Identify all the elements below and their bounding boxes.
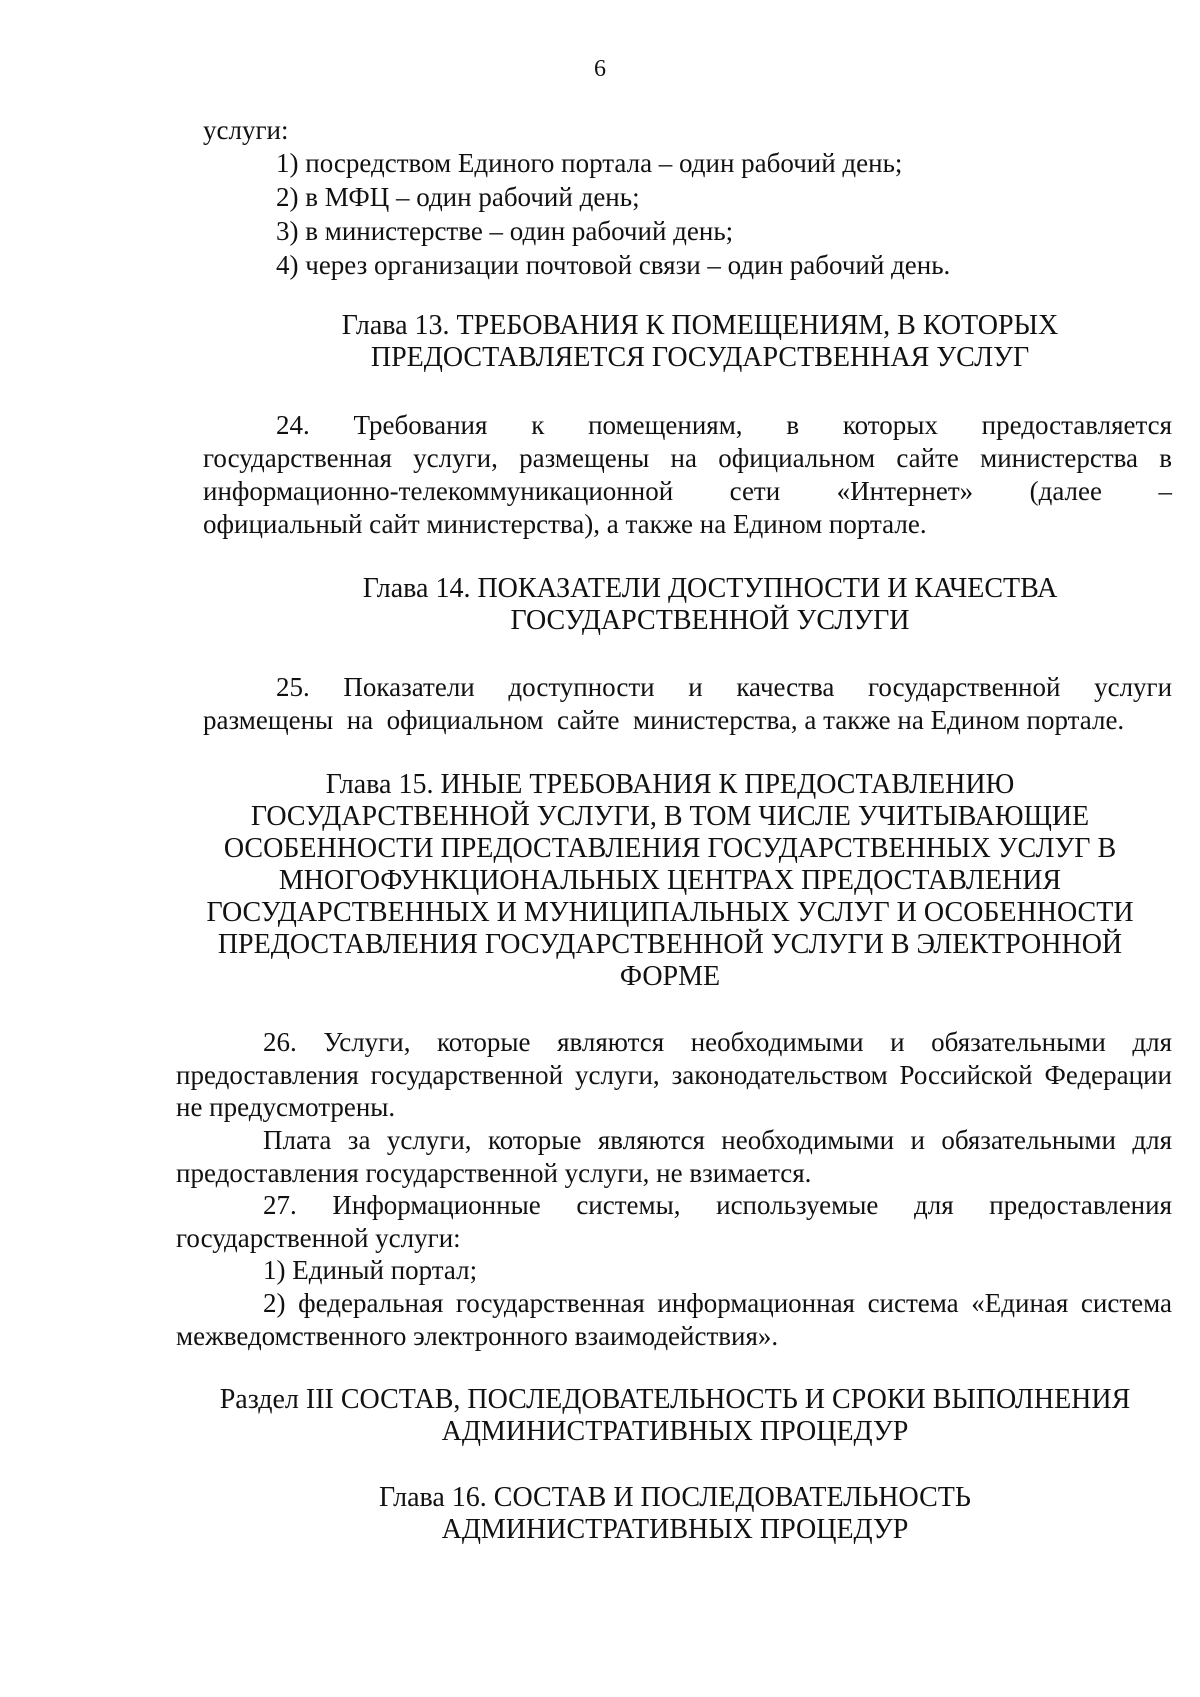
paragraph-24-line-1: 24. Требования к помещениям, в которых предоставляется	[276, 410, 1173, 440]
paragraph-25-line-2: размещены на официальном сайте министерства, а также на Едином портале.	[203, 705, 1125, 735]
paragraph-27: 27. Информационные системы, используемые для предоставления государственной услуги:	[176, 1190, 1172, 1253]
intro-lead: услуги:	[203, 115, 289, 145]
intro-item: 4) через организации почтовой связи – один рабочий день.	[276, 250, 951, 280]
paragraph-25-line-1: 25. Показатели доступности и качества государственной услуги	[276, 672, 1173, 702]
paragraph-27-item: 1) Единый портал;	[263, 1255, 478, 1285]
chapter-15-title: Глава 15. ИНЫЕ ТРЕБОВАНИЯ К ПРЕДОСТАВЛЕНИЮ ГОСУДАРСТВЕННОЙ УСЛУГИ, В ТОМ ЧИСЛЕ УЧИТЫВАЮЩИЕ ОСОБЕННОСТИ ПРЕДОСТАВЛЕНИЯ ГОСУДАРСТВЕННЫХ УСЛУГ В МНОГОФУНКЦИОНАЛЬНЫХ ЦЕНТРАХ ПРЕДОСТАВЛЕНИЯ ГОСУДАРСТВЕННЫХ И МУНИЦИПАЛЬНЫХ УСЛУГ И ОСОБЕННОСТИ ПРЕДОСТАВЛЕНИЯ ГОСУДАРСТВЕННОЙ УСЛУГИ В ЭЛЕКТРОННОЙ ФОРМЕ	[206, 769, 1134, 992]
section-3-title: Раздел III СОСТАВ, ПОСЛЕДОВАТЕЛЬНОСТЬ И СРОКИ ВЫПОЛНЕНИЯ АДМИНИСТРАТИВНЫХ ПРОЦЕДУР	[219, 1384, 1131, 1447]
paragraph-24-line-3: информационно-телекоммуникационной сети «Интернет» (далее –	[203, 476, 1172, 506]
paragraph-26-fee: Плата за услуги, которые являются необходимыми и обязательными для предоставления государственной услуги, не взимается.	[176, 1125, 1172, 1188]
chapter-13-title: Глава 13. ТРЕБОВАНИЯ К ПОМЕЩЕНИЯМ, В КОТОРЫХ ПРЕДОСТАВЛЯЕТСЯ ГОСУДАРСТВЕННАЯ УСЛУГ	[341, 310, 1059, 373]
paragraph-24-line-4: официальный сайт министерства), а также на Едином портале.	[203, 509, 927, 539]
intro-item: 2) в МФЦ – один рабочий день;	[276, 182, 640, 212]
intro-item: 3) в министерстве – один рабочий день;	[276, 216, 734, 246]
page-number: 6	[594, 56, 606, 82]
paragraph-24-line-2: государственная услуги, размещены на официальном сайте министерства в	[203, 443, 1172, 473]
paragraph-26: 26. Услуги, которые являются необходимыми и обязательными для предоставления государственной услуги, законодательством Российской Федерации не предусмотрены.	[176, 1027, 1172, 1122]
intro-item: 1) посредством Единого портала – один рабочий день;	[276, 148, 903, 178]
paragraph-27-item: 2) федеральная государственная информационная система «Единая система межведомственного электронного взаимодействия».	[176, 1288, 1172, 1351]
chapter-14-title: Глава 14. ПОКАЗАТЕЛИ ДОСТУПНОСТИ И КАЧЕСТВА ГОСУДАРСТВЕННОЙ УСЛУГИ	[362, 573, 1058, 636]
chapter-16-title: Глава 16. СОСТАВ И ПОСЛЕДОВАТЕЛЬНОСТЬ АДМИНИСТРАТИВНЫХ ПРОЦЕДУР	[379, 1482, 971, 1545]
